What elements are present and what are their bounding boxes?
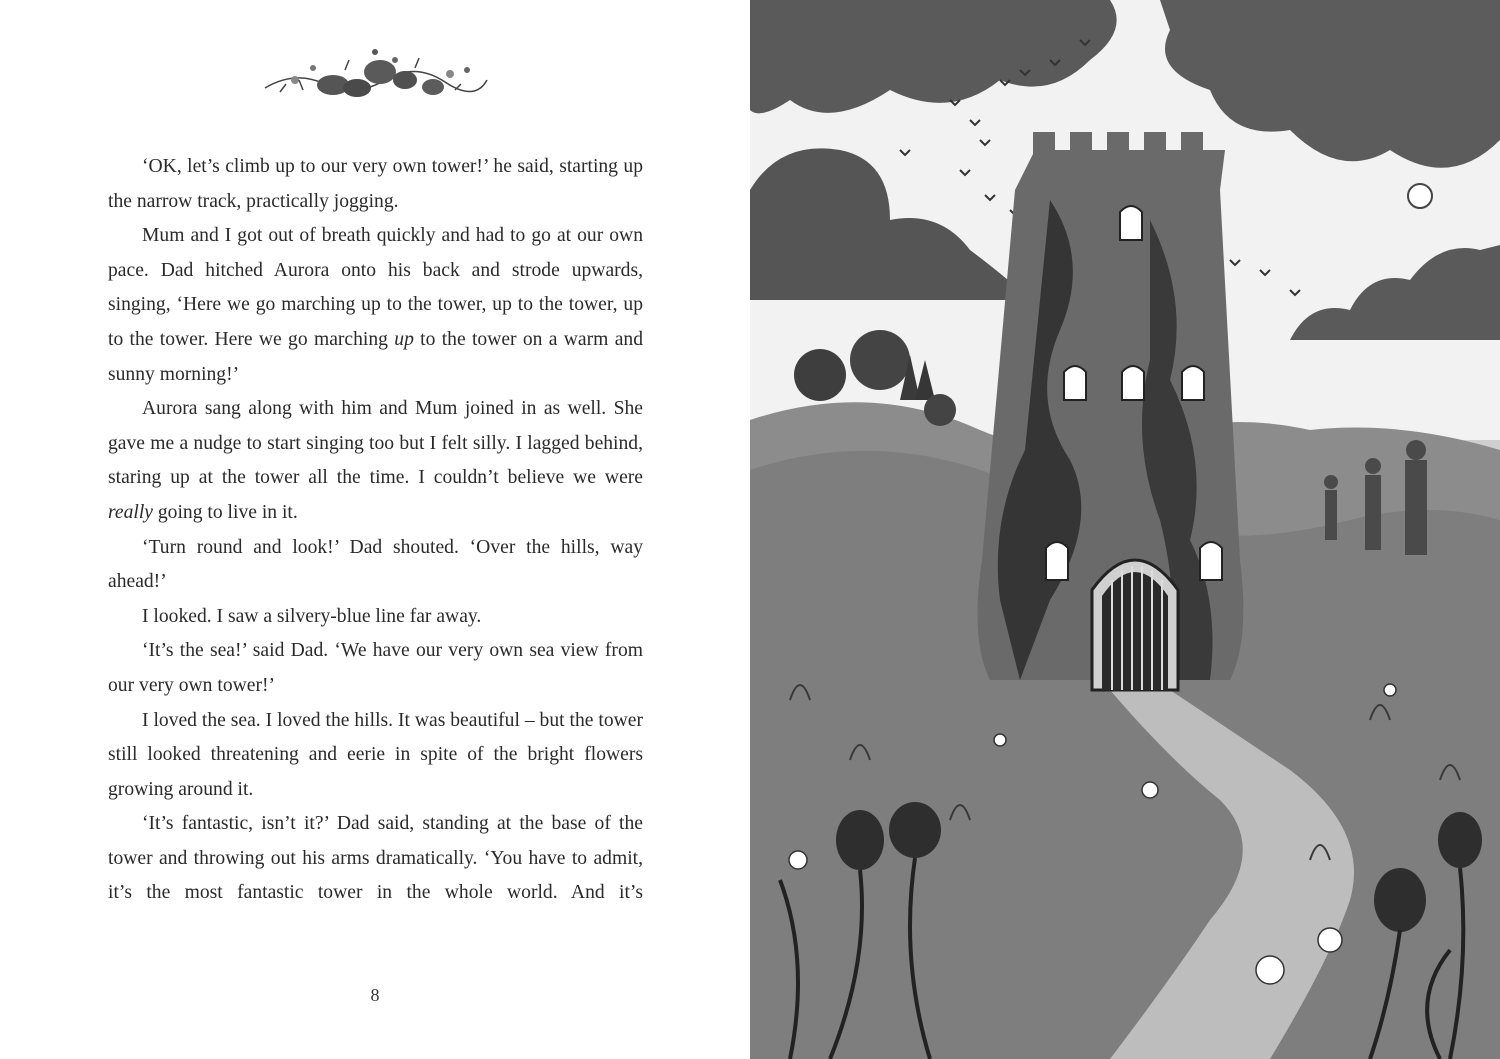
paragraph-8: ‘It’s fantastic, isn’t it?’ Dad said, standing at the base of the tower and throwing out his arms dramatically. ‘You have to admit, it’s the most fantastic tower in the whole world. And it’s [108,813,643,904]
paragraph-7: I loved the sea. I loved the hills. It was beautiful – but the tower still looked threatening and eerie in spite of the bright flowers growing around it. [108,709,643,800]
paragraph-3: Aurora sang along with him and Mum joined in as well. She gave me a nudge to start singing too but I felt silly. I lagged behind, staring up at the tower all the time. I couldn’t believe we were really going to live in it. [108,398,643,523]
paragraph-2: Mum and I got out of breath quickly and had to go at our own pace. Dad hitched Aurora onto his back and strode upwards, singing, ‘Here we go marching up to the tower, up to the tower, up to the tower. Here we go marching up to the tower on a warm and sunny morning!’ [108,225,643,385]
page-number: 8 [370,985,380,1005]
tower-on-hill-illustration [750,0,1500,1059]
body-text [108,150,643,911]
right-page [750,0,1500,1059]
paragraph-1: ‘OK, let’s climb up to our very own tower!’ he said, starting up the narrow track, practically jogging. [108,156,643,212]
paragraph-4: ‘Turn round and look!’ Dad shouted. ‘Over the hills, way ahead!’ [108,536,643,593]
paragraph-6: ‘It’s the sea!’ said Dad. ‘We have our very own sea view from our very own tower!’ [108,640,643,696]
floral-ornament-icon [255,40,495,110]
paragraph-5: I looked. I saw a silvery-blue line far away. [142,605,482,627]
